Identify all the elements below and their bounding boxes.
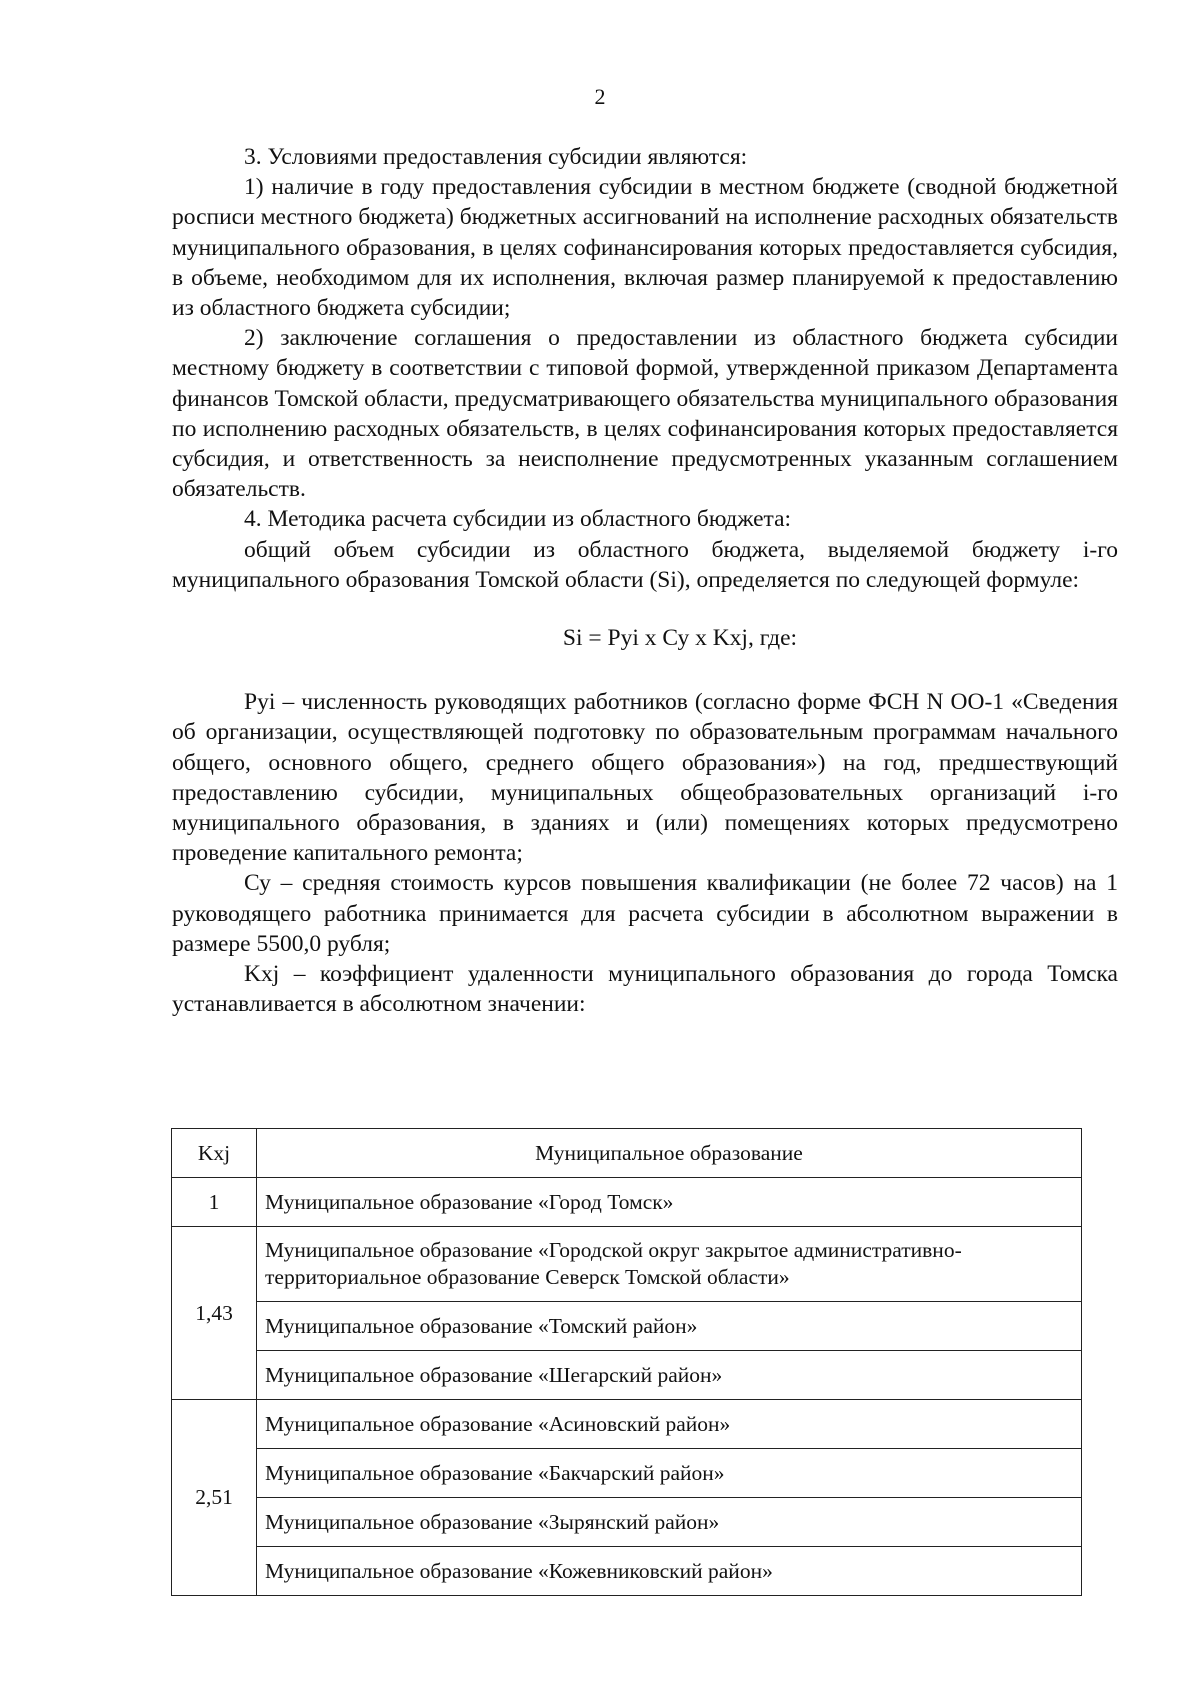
header-municipality: Муниципальное образование [257, 1129, 1082, 1178]
kxj-definition-paragraph: Kхj – коэффициент удаленности муниципального образования до города Томска устанавливается в абсолютном значении: [172, 961, 1118, 1018]
table-row [172, 1498, 1082, 1547]
table-row [172, 1449, 1082, 1498]
section-4-heading: 4. Методика расчета субсидии из областного бюджета: [244, 506, 792, 533]
condition-2-paragraph: 2) заключение соглашения о предоставлении из областного бюджета субсидии местному бюджету в соответствии с типовой формой, утвержденной приказом Департамента финансов Томской области, предусматривающего обязательства муниципального образования по исполнению расходных обязательств, в целях софинансирования которых предоставляется субсидия, и ответственность за неисполнение предусмотренных указанным соглашением обязательств. [172, 325, 1118, 503]
subsidy-formula: Si = Руi x Су x Kхj, где: [562, 625, 798, 652]
table-row [172, 1351, 1082, 1400]
table-row [172, 1547, 1082, 1596]
section-3-heading: 3. Условиями предоставления субсидии являются: [244, 144, 748, 170]
table-row [172, 1178, 1082, 1227]
condition-1-paragraph: 1) наличие в году предоставления субсидии в местном бюджете (сводной бюджетной росписи местного бюджета) бюджетных ассигнований на исполнение расходных обязательств муниципального образования, в целях софинансирования которых предоставляется субсидия, в объеме, необходимом для их исполнения, включая размер планируемой к предоставлению из областного бюджета субсидии; [172, 174, 1118, 322]
municipality-name: Муниципальное образование «Городской округ закрытое административно-территориальное образование Северск Томской области» [257, 1227, 1082, 1302]
municipality-name: Муниципальное образование «Шегарский район» [257, 1351, 1082, 1400]
municipality-name: Муниципальное образование «Город Томск» [257, 1178, 1082, 1227]
municipality-name: Муниципальное образование «Кожевниковский район» [257, 1547, 1082, 1596]
municipality-name: Муниципальное образование «Бакчарский район» [257, 1449, 1082, 1498]
cy-definition-paragraph: Су – средняя стоимость курсов повышения квалификации (не более 72 часов) на 1 руководящего работника принимается для расчета субсидии в абсолютном выражении в размере 5500,0 рубля; [172, 870, 1118, 957]
municipality-name: Муниципальное образование «Зырянский район» [257, 1498, 1082, 1547]
table-row [172, 1227, 1082, 1302]
page-number: 2 [594, 84, 606, 109]
municipality-name: Муниципальное образование «Томский район» [257, 1302, 1082, 1351]
municipality-name: Муниципальное образование «Асиновский район» [257, 1400, 1082, 1449]
header-kxj: Kхj [172, 1129, 257, 1178]
subsidy-volume-paragraph: общий объем субсидии из областного бюджета, выделяемой бюджету i-го муниципального образования Томской области (Si), определяется по следующей формуле: [172, 536, 1118, 593]
table-row [172, 1302, 1082, 1351]
kxj-value: 1 [172, 1178, 257, 1227]
ryi-definition-paragraph: Руi – численность руководящих работников (согласно форме ФСН N ОО-1 «Сведения об организации, осуществляющей подготовку по образовательным программам начального общего, основного общего, среднего общего образования») на год, предшествующий предоставлению субсидии, муниципальных общеобразовательных организаций i-го муниципального образования, в зданиях и (или) помещениях которых предусмотрено проведение капитального ремонта; [172, 689, 1118, 867]
table-header-row [172, 1129, 1082, 1178]
document-body [172, 142, 1118, 1019]
kxj-coefficient-table [171, 1128, 1082, 1596]
table-row [172, 1400, 1082, 1449]
kxj-value: 1,43 [172, 1227, 257, 1400]
kxj-value: 2,51 [172, 1400, 257, 1596]
